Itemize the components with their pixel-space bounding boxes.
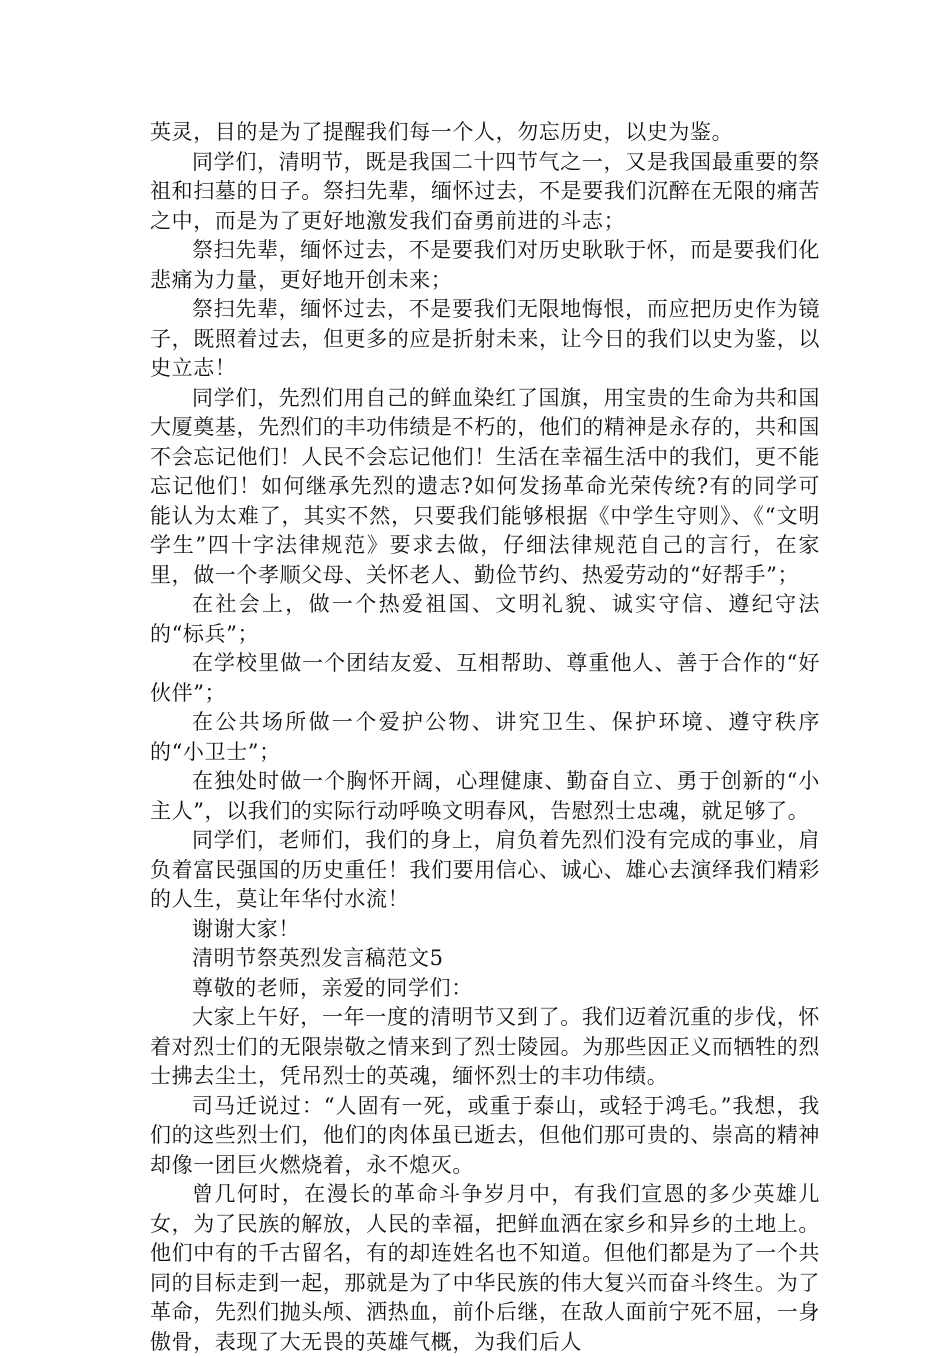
paragraph: 英灵，目的是为了提醒我们每一个人，勿忘历史，以史为鉴。: [150, 120, 734, 144]
paragraph: 大家上午好，一年一度的清明节又到了。我们迈着沉重的步伐，怀着对烈士们的无限崇敬之情来到了烈士陵园。为那些因正义而牺牲的烈士拂去尘土，凭吊烈士的英魂，缅怀烈士的丰功伟绩。: [150, 1005, 820, 1088]
paragraph: 在独处时做一个胸怀开阔，心理健康、勤奋自立、勇于创新的“小主人”，以我们的实际行动呼唤文明春风，告慰烈士忠魂，就足够了。: [150, 769, 820, 823]
paragraph: 祭扫先辈，缅怀过去，不是要我们无限地悔恨，而应把历史作为镜子，既照着过去，但更多的应是折射未来，让今日的我们以史为鉴，以史立志！: [150, 297, 820, 380]
paragraph: 在社会上，做一个热爱祖国、文明礼貌、诚实守信、遵纪守法的“标兵”；: [150, 592, 820, 646]
paragraph: 同学们，老师们，我们的身上，肩负着先烈们没有完成的事业，肩负着富民强国的历史重任！我们要用信心、诚心、雄心去演绎我们精彩的人生，莫让年华付水流！: [150, 828, 820, 911]
paragraph: 谢谢大家！: [192, 916, 300, 941]
paragraph: 在学校里做一个团结友爱、互相帮助、尊重他人、善于合作的“好伙伴”；: [150, 651, 820, 705]
paragraph: 祭扫先辈，缅怀过去，不是要我们对历史耿耿于怀，而是要我们化悲痛为力量，更好地开创未来；: [150, 238, 820, 292]
paragraph: 司马迁说过：“人固有一死，或重于泰山，或轻于鸿毛。”我想，我们的这些烈士们，他们的肉体虽已逝去，但他们那可贵的、崇高的精神却像一团巨火燃烧着，永不熄灭。: [150, 1093, 820, 1177]
paragraph: 清明节祭英烈发言稿范文5: [192, 946, 444, 970]
paragraph: 同学们，清明节，既是我国二十四节气之一，又是我国最重要的祭祖和扫墓的日子。祭扫先辈，缅怀过去，不是要我们沉醉在无限的痛苦之中，而是为了更好地激发我们奋勇前进的斗志；: [150, 149, 820, 233]
paragraph: 曾几何时，在漫长的革命斗争岁月中，有我们宣恩的多少英雄儿女，为了民族的解放，人民的幸福，把鲜血洒在家乡和异乡的土地上。他们中有的千古留名，有的却连姓名也不知道。但他们都是为了一个共同的目标走到一起，那就是为了中华民族的伟大复兴而奋斗终生。为了革命，先烈们抛头颅、洒热血，前仆后继，在敌人面前宁死不屈，一身傲骨，表现了大无畏的英雄气概，为我们后人: [150, 1182, 820, 1354]
paragraph: 同学们，先烈们用自己的鲜血染红了国旗，用宝贵的生命为共和国大厦奠基，先烈们的丰功伟绩是不朽的，他们的精神是永存的，共和国不会忘记他们！人民不会忘记他们！生活在幸福生活中的我们，更不能忘记他们！如何继承先烈的遗志?如何发扬革命光荣传统?有的同学可能认为太难了，其实不然，只要我们能够根据《中学生守则》、《“文明学生”四十字法律规范》要求去做，仔细法律规范自己的言行，在家里，做一个孝顺父母、关怀老人、勤俭节约、热爱劳动的“好帮手”；: [150, 385, 820, 587]
paragraph: 尊敬的老师，亲爱的同学们：: [192, 975, 473, 1000]
document-body: [150, 118, 820, 1357]
paragraph: 在公共场所做一个爱护公物、讲究卫生、保护环境、遵守秩序的“小卫士”；: [150, 710, 820, 764]
